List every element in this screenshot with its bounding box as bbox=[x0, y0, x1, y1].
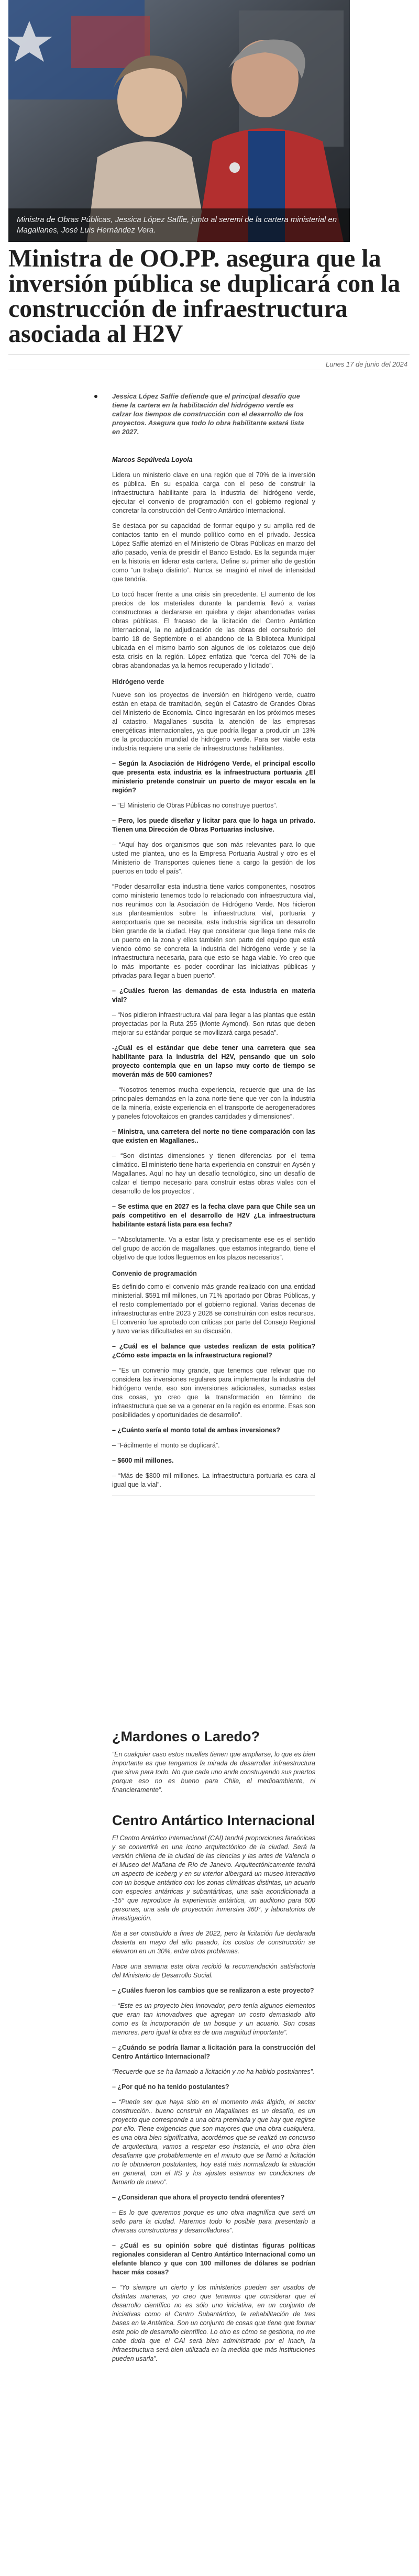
article-body bbox=[112, 456, 315, 1503]
paragraph: – “Nosotros tenemos mucha experiencia, recuerde que una de las principales demandas en la zona norte tiene que ver con la industria de la minería, existe experiencia en el transporte de aerogeneradores y paneles fotovoltaicos en grandes cantidades y dimensiones”. bbox=[112, 1086, 315, 1120]
paragraph: – ¿Cuál es su opinión sobre qué distintas figuras políticas regionales consideran al Centro Antártico Internacional como un elefante blanco y que con 100 millones de dólares se podrían hacer más cosas? bbox=[112, 2242, 315, 2276]
paragraph: – “Puede ser que haya sido en el momento más álgido, el sector construcción.. bueno construir en Magallanes es un desafío, es un proyecto que corresponde a una obra premiada y que hay que regirse por ello. Tiene exigencias que son mayores que una obra cualquiera, es una obra bien significativa, acordémos que se realizó un concurso de arquitectura, vamos a respetar eso instancia, el uno obra bien desafiante que probablemente en el minuto que se llamó a licitación no le obtuvieron postulantes, hoy está más normalizado la situación en general, con el IIS y los ajustes estamos en condiciones de llamarlo de nuevo”. bbox=[112, 2098, 315, 2186]
convenio-section bbox=[112, 1283, 315, 1489]
paragraph: – “Absolutamente. Va a estar lista y precisamente ese es el sentido del grupo de acción de magallanes, que estamos integrando, tiene el objetivo de que todos lleguemos en los plazos necesarios”. bbox=[112, 1236, 315, 1261]
paragraph: – “Fácilmente el monto se duplicará”. bbox=[112, 1442, 220, 1449]
section-cai bbox=[112, 1812, 315, 2370]
paragraph: Nueve son los proyectos de inversión en hidrógeno verde, cuatro están en etapa de tramitación, según el Catastro de Grandes Obras del Ministerio de Economía. Cinco ingresarán en los próximos meses al catastro. Magallanes suscita la atención de las empresas energéticas internacionales, ya que podría llegar a producir un 13% de la producción mundial de hidrógeno verde. Para ser viable esta industria requiere una serie de infraestructuras habilitantes. bbox=[112, 691, 315, 752]
paragraph: El Centro Antártico Internacional (CAI) tendrá proporciones faraónicas y se convertirá en una icono arquitectónico de la ciudad. Será la versión chilena de la ciudad de las ciencias y las artes de Valencia o el Museo del Mañana de Río de Janeiro. Arquitectónicamente tendrá un aspecto de iceberg y en su interior albergará un museo interactivo con un bosque antártico con los zonas climáticas distintas, un acuario con especies antárticas y subantárticas, una sala acondicionada a -15° que reproduce la experiencia antártica, un auditorio para 600 personas, una sala de proyección inmersiva 360°, y laboratorios de investigación. bbox=[112, 1834, 315, 1922]
article-lead: Jessica López Saffie defiende que el principal desafío que tiene la cartera en la habilitación del hidrógeno verde es calzar los tiempos de construcción con el desarrollo de los proyectos. Asegura que todo lo obra habilitante estará lista en 2027. bbox=[112, 392, 304, 436]
article-title: Ministra de OO.PP. asegura que la inversión pública se duplicará con la construcción de infraestructura asociada al H2V bbox=[8, 245, 401, 348]
mardones-body bbox=[112, 1750, 315, 1795]
paragraph: Lidera un ministerio clave en una región que el 70% de la inversión es pública. En su espalda carga con el peso de construir la infraestructura habilitante para la industria del hidrógeno verde, ejecutar el convenio de programación con el gobierno regional y concretar la construcción del Centro Antártico Internacional. bbox=[112, 471, 315, 514]
paragraph: – “Nos pidieron infraestructura vial para llegar a las plantas que están proyectadas por la Ruta 255 (Monte Aymond). Son rutas que deben mejorar su estándar porque se movilizará carga pesada”. bbox=[112, 1011, 315, 1036]
paragraph: Hace una semana esta obra recibió la recomendación satisfactoria del Ministerio de Desarrollo Social. bbox=[112, 1963, 315, 1979]
paragraph: – ¿Cuáles fueron los cambios que se realizaron a este proyecto? bbox=[112, 1987, 314, 1994]
paragraph: – ¿Consideran que ahora el proyecto tendrá oferentes? bbox=[112, 2194, 285, 2201]
intro-section bbox=[112, 471, 315, 670]
section-title-mardones: ¿Mardones o Laredo? bbox=[112, 1729, 260, 1744]
section-mardones bbox=[112, 1728, 315, 1801]
paragraph: – ¿Cuáles fueron las demandas de esta industria en materia vial? bbox=[112, 987, 315, 1003]
lead-bullet bbox=[94, 395, 97, 398]
paragraph: – “El Ministerio de Obras Públicas no construye puertos”. bbox=[112, 802, 278, 809]
hero-illustration bbox=[8, 0, 350, 242]
paragraph: – “Es un convenio muy grande, que tenemos que relevar que no considera las inversiones regulares para implementar la industria del hidrógeno verde, eso son inversiones adicionales, sumadas estas dos cosas, yo creo que la transformación en término de infraestructura que se va a generar en la región es enorme. Esas son posibilidades y oportunidades de desarrollo”. bbox=[112, 1367, 315, 1419]
paragraph: – “Son distintas dimensiones y tienen diferencias por el tema climático. El ministerio tiene harta experiencia en construir en Aysén y Magallanes. Aquí no hay un desafío tecnológico, sino un desafío de calzar el tiempo necesario para construir estas obras viales con el desarrollo de los proyectos”. bbox=[112, 1152, 315, 1195]
paragraph: – ¿Cuánto sería el monto total de ambas inversiones? bbox=[112, 1427, 280, 1434]
paragraph: “Recuerde que se ha llamado a licitación y no ha habido postulantes”. bbox=[112, 2068, 315, 2075]
paragraph: – “Aquí hay dos organismos que son más relevantes para lo que usted me plantea, uno es la Empresa Portuaria Austral y otro es el Ministerio de Transportes quienes tiene a cargo la gestión de los puertos en todo el país”. bbox=[112, 841, 315, 875]
paragraph: -¿Cuál es el estándar que debe tener una carretera que sea habilitante para la industria del H2V, pensando que un solo proyecto contempla que en un lapso muy corto de tiempo se moverán más de 500 camiones? bbox=[112, 1044, 315, 1078]
paragraph: – Se estima que en 2027 es la fecha clave para que Chile sea un país competitivo en el desarrollo de H2V ¿La infraestructura habilitante estará lista para esa fecha? bbox=[112, 1203, 315, 1228]
section-heading-h2v: Hidrógeno verde bbox=[112, 678, 164, 686]
paragraph: – $600 mil millones. bbox=[112, 1457, 174, 1464]
paragraph: Iba a ser construido a fines de 2022, pero la licitación fue declarada desierta en mayo del año pasado, los costos de construcción se elevaron en un 30%, entre otros problemas. bbox=[112, 1930, 315, 1955]
paragraph: – Es lo que queremos porque es uno obra magnífica que será un sello para la ciudad. Haremos todo lo posible para presentarlo a diversas constructoras y desarrolladores”. bbox=[112, 2209, 315, 2234]
paragraph: Lo tocó hacer frente a una crisis sin precedente. El aumento de los precios de los materiales durante la pandemia llevó a varias constructoras a declararse en quiebra y dejar abandonadas varias obras públicas. El fracaso de la licitación del Centro Antártico Internacional, la no adjudicación de las obras del consultorio del barrio 18 de Septiembre o el abandono de la Biblioteca Municipal ubicada en el mismo barrio son algunos de los coletazos que dejó esta crisis en la región. López enfatiza que “cerca del 70% de la obras abandonadas ya la hemos recuperado y licitado”. bbox=[112, 591, 315, 669]
paragraph: – ¿Por qué no ha tenido postulantes? bbox=[112, 2083, 229, 2091]
paragraph: – ¿Cuál es el balance que ustedes realizan de esta política? ¿Cómo este impacta en la infraestructura regional? bbox=[112, 1343, 315, 1359]
section-heading-convenio: Convenio de programación bbox=[112, 1270, 197, 1277]
paragraph: – “Este es un proyecto bien innovador, pero tenía algunos elementos que eran tan innovadores que agregan un costo demasiado alto como es la incorporación de un bosque y un acuario. Son cosas menores, pero igual la obra es de una magnitud importante”. bbox=[112, 2002, 315, 2036]
byline: Marcos Sepúlveda Loyola bbox=[112, 456, 193, 463]
paragraph: Es definido como el convenio más grande realizado con una entidad ministerial. $591 mil millones, un 71% aportado por Obras Públicas, y el resto complementado por el gobierno regional. Varias decenas de infraestructuras entre 2023 y 2028 se construirán con estos recursos. El convenio fue aprobado con críticas por parte del Consejo Regional y tuvo varias dificultades en su discusión. bbox=[112, 1283, 315, 1335]
paragraph: – ¿Cuándo se podría llamar a licitación para la construcción del Centro Antártico Internacional? bbox=[112, 2044, 315, 2060]
paragraph: – “Yo siempre un cierto y los ministerios pueden ser usados de distintas maneras, yo creo que tenemos que considerar que el desarrollo científico no es sólo uno iniciativa, en un conjunto de iniciativas como el Centro Subantártico, la rehabilitación de tres bases en la Antártica. Son un conjunto de cosas que tiene que formar este polo de desarrollo científico. Lo otro es cómo se gestiona, no me cabe duda que el CAI será bien administrado por el Inach, la infraestructura será bien utilizada en la medida que más instituciones pueden usarla”. bbox=[112, 2284, 315, 2362]
h2v-section bbox=[112, 691, 315, 1262]
paragraph: Se destaca por su capacidad de formar equipo y su amplia red de contactos tanto en el mundo político como en el privado. Jessica López Saffie aterrizó en el Ministerio de Obras Públicas en marzo del año pasado, venía de presidir el Banco Estado. Es la segunda mujer en la historia en liderar esta cartera. Define su primer año de gestión como “un trabajo distinto”. Nunca se imaginó el nivel de intensidad que tendría. bbox=[112, 522, 315, 583]
paragraph: – “Más de $800 mil millones. La infraestructura portuaria es cara al igual que la vial”. bbox=[112, 1472, 315, 1488]
publish-date: Lunes 17 de junio del 2024 bbox=[325, 360, 407, 368]
cai-body bbox=[112, 1834, 315, 2363]
paragraph: “Poder desarrollar esta industria tiene varios componentes, nosotros como ministerio tenemos todo lo relacionado con infraestructura vial, nos reunimos con la Asociación de Hidrógeno Verde. Nos hicieron sus planteamientos sobre la infraestructura vial, portuaria y aeroportuaria que se necesita, esta industria significa un desarrollo bien grande de la ciudad. Hay que considerar que llega tiene más de un puerto en la zona y ellos también son parte del equipo que está viendo cómo se concreta la industria del hidrógeno verde y se la infraestructura necesaria, para que esto se haga viable. Yo creo que lo más importante es poder coordinar las iniciativas públicas y privadas para llegar a buen puerto”. bbox=[112, 883, 315, 979]
divider bbox=[8, 354, 410, 355]
photo-caption: Ministra de Obras Públicas, Jessica López Saffie, junto al seremi de la cartera ministerial en Magallanes, José Luis Hernández Vera. bbox=[8, 208, 350, 242]
paragraph: “En cualquier caso estos muelles tienen que ampliarse, lo que es bien importante es que tengamos la mirada de desarrollar infraestructura que sirva para todo. No que cada uno ande construyendo sus puertos porque eso no es bueno para Chile, el medioambiente, ni financieramente”. bbox=[112, 1751, 315, 1794]
paragraph: – Ministra, una carretera del norte no tiene comparación con las que existen en Magallanes.. bbox=[112, 1128, 315, 1144]
paragraph: – Según la Asociación de Hidrógeno Verde, el principal escollo que presenta esta industria es la infraestructura portuaria ¿El ministerio pretende construir un puerto de mayor escala en la región? bbox=[112, 760, 315, 794]
hero-photo bbox=[8, 0, 350, 242]
section-title-cai: Centro Antártico Internacional bbox=[112, 1812, 315, 1828]
paragraph: – Pero, los puede diseñar y licitar para que lo haga un privado. Tienen una Dirección de Obras Portuarias inclusive. bbox=[112, 817, 315, 833]
